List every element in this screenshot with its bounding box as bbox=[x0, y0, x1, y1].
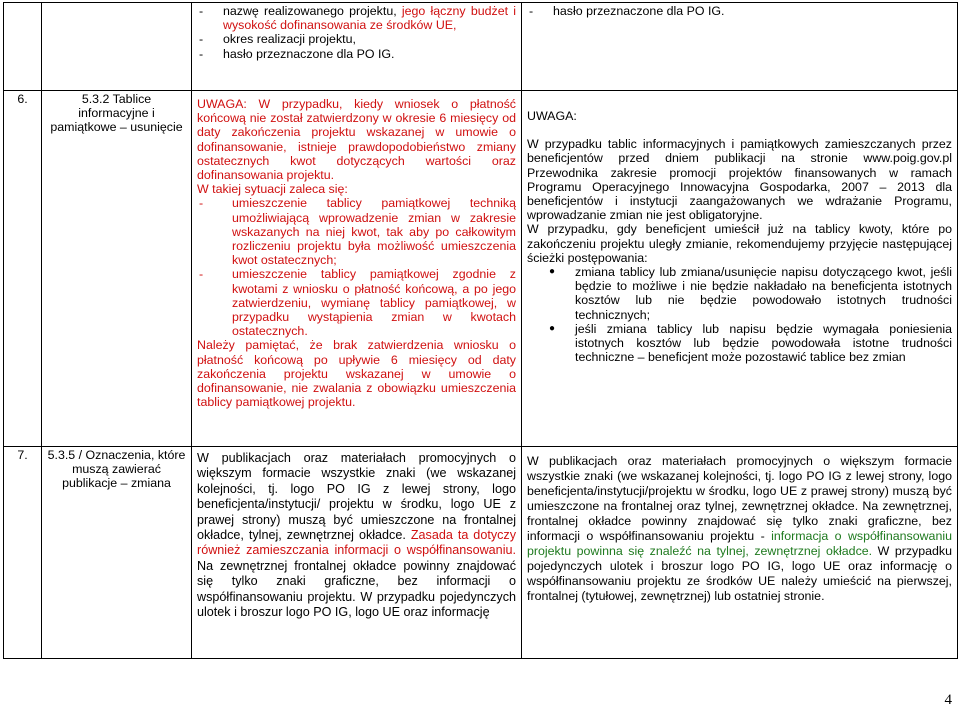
list-item: - nazwę realizowanego projektu, jego łączny budżet i wysokość dofinansowania ze środków UE, bbox=[197, 4, 516, 32]
list-item: ● jeśli zmiana tablicy lub napisu będzie wymagała poniesienia istotnych kosztów lub będzie powodowała istotne trudności techniczne – beneficjent może pozostawić tablice bez zmian bbox=[547, 322, 952, 365]
current-text-cell bbox=[192, 91, 522, 447]
bullet-list bbox=[527, 265, 952, 364]
list-item: - okres realizacji projektu, bbox=[197, 32, 516, 46]
dash-list bbox=[197, 196, 516, 338]
text-segment-highlight: informacja o współfinansowaniu projektu powinna się znaleźć na tylnej, zewnętrznej okładce. bbox=[527, 529, 952, 558]
list-item: ● zmiana tablicy lub zmiana/usunięcie napisu dotyczącego kwot, jeśli będzie to możliwe i nie będzie nakładało na beneficjenta istotnych kosztów lub nie będzie powodowało istotnych trudności technicznych; bbox=[547, 265, 952, 322]
note-closing: Należy pamiętać, że brak zatwierdzenia wniosku o płatność końcową po upływie 6 miesięcy od daty zakończenia projektu wskazanej w umowie o dofinansowanie, nie zwalania z obowiązku umieszczenia tablicy pamiątkowej projektu. bbox=[197, 338, 516, 410]
section-title: 5.3.2 Tablice informacyjne i pamiątkowe – usunięcie bbox=[50, 92, 183, 135]
current-text-cell bbox=[192, 447, 522, 659]
proposed-text-cell bbox=[522, 3, 958, 91]
amendment-table bbox=[3, 2, 958, 659]
section-title-cell bbox=[42, 91, 192, 447]
text-segment-highlight: Zasada ta dotyczy również zamieszczania informacji o współfinansowaniu. bbox=[197, 528, 517, 558]
section-title-cell bbox=[42, 447, 192, 659]
dash-list bbox=[197, 4, 516, 61]
paragraph: W przypadku, gdy beneficjent umieścił już na tablicy kwoty, które po zakończeniu projektu uległy zmianie, rekomendujemy przyjęcie następującej ścieżki postępowania: bbox=[527, 222, 952, 265]
row-number: 7. bbox=[4, 447, 42, 659]
current-text-cell bbox=[192, 3, 522, 91]
list-item: - hasło przeznaczone dla PO IG. bbox=[197, 47, 516, 61]
text-segment: Na zewnętrznej frontalnej okładce powinny znajdować się tylko znaki graficzne, bez informacji o współfinansowaniu projektu. W przypadku pojedynczych ulotek i broszur logo PO IG, logo UE oraz informację bbox=[197, 558, 516, 620]
text-segment: W publikacjach oraz materiałach promocyjnych o większym formacie wszystkie znaki (we wskazanej kolejności, tj. logo PO IG z lewej strony, logo beneficjenta/instytucji/projektu w środku, logo UE z prawej strony) muszą być umieszczone na frontalnej oraz tylnej, zewnętrznej okładce. Na zewnętrznej, frontalnej okładce powinny znajdować się tylko znaki graficzne, bez informacji o współfinansowaniu projektu - bbox=[527, 454, 952, 543]
text-segment: W publikacjach oraz materiałach promocyjnych o większym formacie wszystkie znaki (we wskazanej kolejności, tj. logo PO IG z lewej strony, logo beneficjenta/instytucji/ projektu w środku, logo UE z prawej strony) muszą być umieszczone na frontalnej okładce, tylnej, zewnętrznej okładce. bbox=[197, 451, 516, 543]
note-intro: UWAGA: W przypadku, kiedy wniosek o płatność końcową nie został zatwierdzony w okresie 6 miesięcy od daty zakończenia projektu wskazanej w umowie o dofinansowanie, istnieje prawdopodobieństwo zmiany ostatecznych kwot dotyczących wartości oraz dofinansowania projektu. bbox=[197, 97, 516, 183]
note-lead: W takiej sytuacji zaleca się: bbox=[197, 182, 348, 197]
table-row bbox=[4, 91, 958, 447]
row-number: 6. bbox=[4, 91, 42, 447]
proposed-text-cell bbox=[522, 447, 958, 659]
note-heading: UWAGA: bbox=[527, 109, 577, 123]
dash-list bbox=[527, 4, 952, 18]
proposed-text-cell bbox=[522, 91, 958, 447]
section-title: 5.3.5 / Oznaczenia, które muszą zawierać publikacje – zmiana bbox=[47, 448, 186, 491]
page-number: 4 bbox=[944, 692, 952, 708]
text-segment: W przypadku pojedynczych ulotek i broszur logo PO IG, logo UE oraz informację o współfinansowaniu projektu ze środków UE należy umieścić na pierwszej, frontalnej (tytułowej, zewnętrznej) lub ostatniej stronie. bbox=[527, 544, 952, 603]
list-item: - hasło przeznaczone dla PO IG. bbox=[527, 4, 952, 18]
list-item: - umieszczenie tablicy pamiątkowej techniką umożliwiającą wprowadzenie zmian w zakresie wskazanych na niej kwot, tak aby po całkowitym rozliczeniu projektu była możliwość umieszczenia kwot ostatecznych; bbox=[197, 196, 516, 267]
number-cell bbox=[4, 3, 42, 91]
paragraph: W przypadku tablic informacyjnych i pamiątkowych zamieszczanych przez beneficjentów przed dniem publikacji na stronie www.poig.gov.pl Przewodnika zakresie promocji projektów finansowanych w ramach Programu Operacyjnego Innowacyjna Gospodarka, 2007 – 2013 dla beneficjentów i instytucji zaangażowanych we wdrażanie Programu, wprowadzanie zmian nie jest obligatoryjne. bbox=[527, 137, 952, 223]
table-row bbox=[4, 447, 958, 659]
table-row bbox=[4, 3, 958, 91]
list-item: - umieszczenie tablicy pamiątkowej zgodnie z kwotami z wniosku o płatność końcową, a po jego zatwierdzeniu, wymianę tablicy pamiątkowej, w przypadku wystąpienia zmian w kwotach ostatecznych. bbox=[197, 267, 516, 338]
title-cell bbox=[42, 3, 192, 91]
